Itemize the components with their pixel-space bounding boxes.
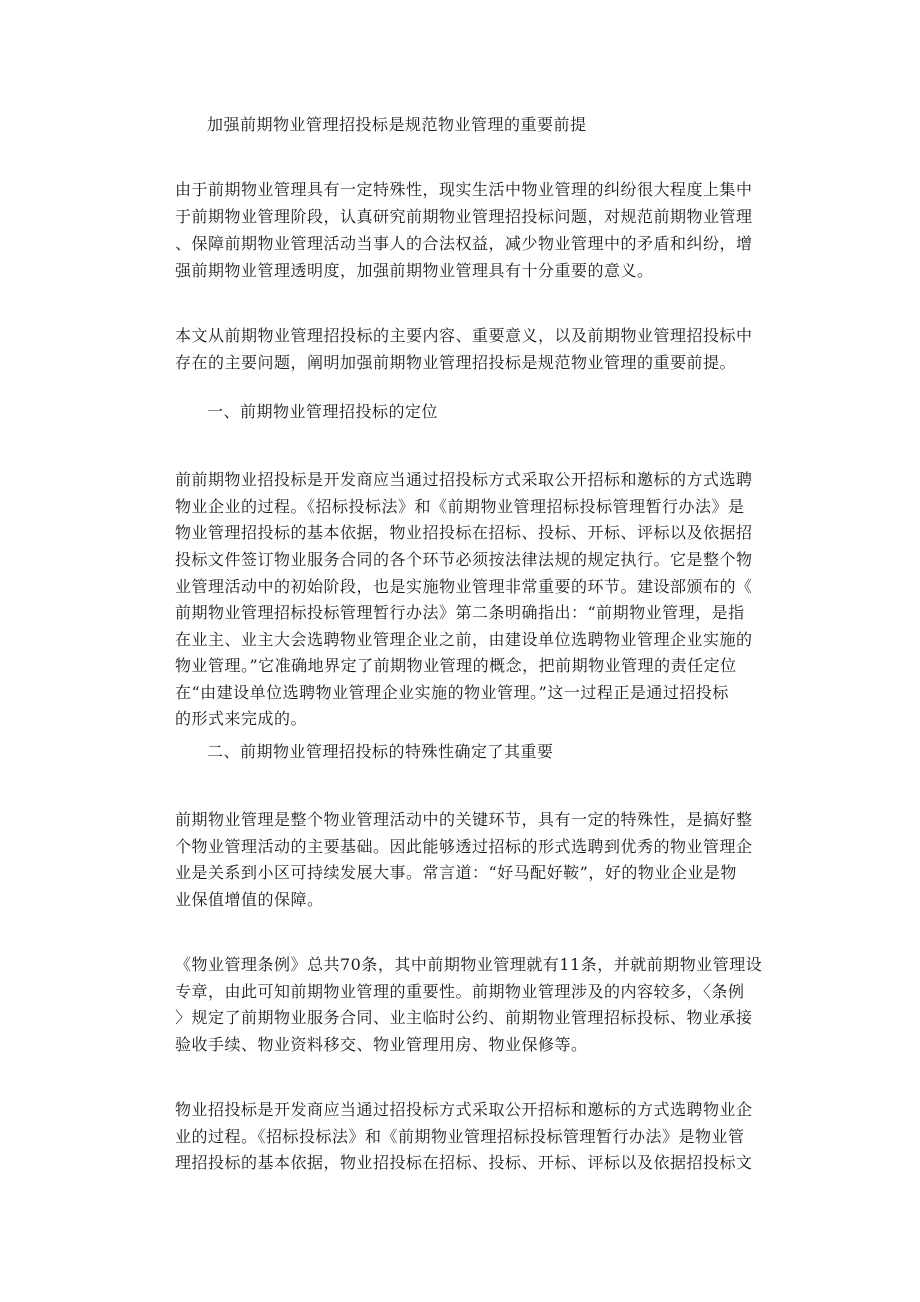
text-line: 《物业管理条例》总共70条，其中前期物业管理就有11条，并就前期物业管理设 [175, 955, 763, 974]
text-line: 物业管理。”它准确地界定了前期物业管理的概念，把前期物业管理的责任定位 [175, 656, 737, 675]
text-line: 强前期物业管理透明度，加强前期物业管理具有十分重要的意义。 [175, 261, 654, 280]
text-line: 业的过程。《招标投标法》和《前期物业管理招标投标管理暂行办法》是物业管 [175, 1127, 745, 1146]
text-line: 在“由建设单位选聘物业管理企业实施的物业管理。”这一过程正是通过招投标 [175, 683, 729, 702]
text-line: 业是关系到小区可持续发展大事。常言道：“好马配好鞍”，好的物业企业是物 [175, 863, 737, 882]
text-line: 投标文件签订物业服务合同的各个环节必须按法律法规的规定执行。它是整个物 [175, 550, 753, 569]
text-line: 业管理活动中的初始阶段，也是实施物业管理非常重要的环节。建设部颁布的《 [175, 577, 753, 596]
text-line: 专章，由此可知前期物业管理的重要性。前期物业管理涉及的内容较多，〈条例 [175, 982, 745, 1001]
text-line: 前期物业管理招标投标管理暂行办法》第二条明确指出：“前期物业管理，是指 [175, 603, 745, 622]
text-line: 〉规定了前期物业服务合同、业主临时公约、前期物业管理招标投标、物业承接 [175, 1008, 753, 1027]
document-title: 加强前期物业管理招投标是规范物业管理的重要前提 [207, 115, 587, 134]
text-line: 在业主、业主大会选聘物业管理企业之前，由建设单位选聘物业管理企业实施的 [175, 630, 753, 649]
text-line: 存在的主要问题，阐明加强前期物业管理招投标是规范物业管理的重要前提。 [175, 353, 737, 372]
text-line: 物业企业的过程。《招标投标法》和《前期物业管理招标投标管理暂行办法》是 [175, 497, 745, 516]
text-line: 业保值增值的保障。 [175, 890, 324, 909]
text-line: 个物业管理活动的主要基础。因此能够透过招标的形式选聘到优秀的物业管理企 [175, 837, 753, 856]
text-line: 验收手续、物业资料移交、物业管理用房、物业保修等。 [175, 1035, 588, 1054]
section-heading-1: 一、前期物业管理招投标的定位 [207, 402, 439, 421]
text-line: 由于前期物业管理具有一定特殊性，现实生活中物业管理的纠纷很大程度上集中 [175, 180, 753, 199]
text-line: 的形式来完成的。 [175, 709, 308, 728]
text-line: 本文从前期物业管理招投标的主要内容、重要意义，以及前期物业管理招投标中 [175, 326, 753, 345]
text-line: 前期物业管理是整个物业管理活动中的关键环节，具有一定的特殊性，是搞好整 [175, 810, 753, 829]
section-heading-2: 二、前期物业管理招投标的特殊性确定了其重要 [207, 742, 554, 761]
text-line: 于前期物业管理阶段，认真研究前期物业管理招投标问题，对规范前期物业管理 [175, 207, 753, 226]
text-line: 前前期物业招投标是开发商应当通过招投标方式采取公开招标和邀标的方式选聘 [175, 470, 753, 489]
text-line: 物业招投标是开发商应当通过招投标方式采取公开招标和邀标的方式选聘物业企 [175, 1100, 753, 1119]
text-line: 理招投标的基本依据，物业招投标在招标、投标、开标、评标以及依据招投标文 [175, 1153, 753, 1172]
text-line: 物业管理招投标的基本依据，物业招投标在招标、投标、开标、评标以及依据招 [175, 523, 753, 542]
text-line: 、保障前期物业管理活动当事人的合法权益，减少物业管理中的矛盾和纠纷，增 [175, 234, 753, 253]
